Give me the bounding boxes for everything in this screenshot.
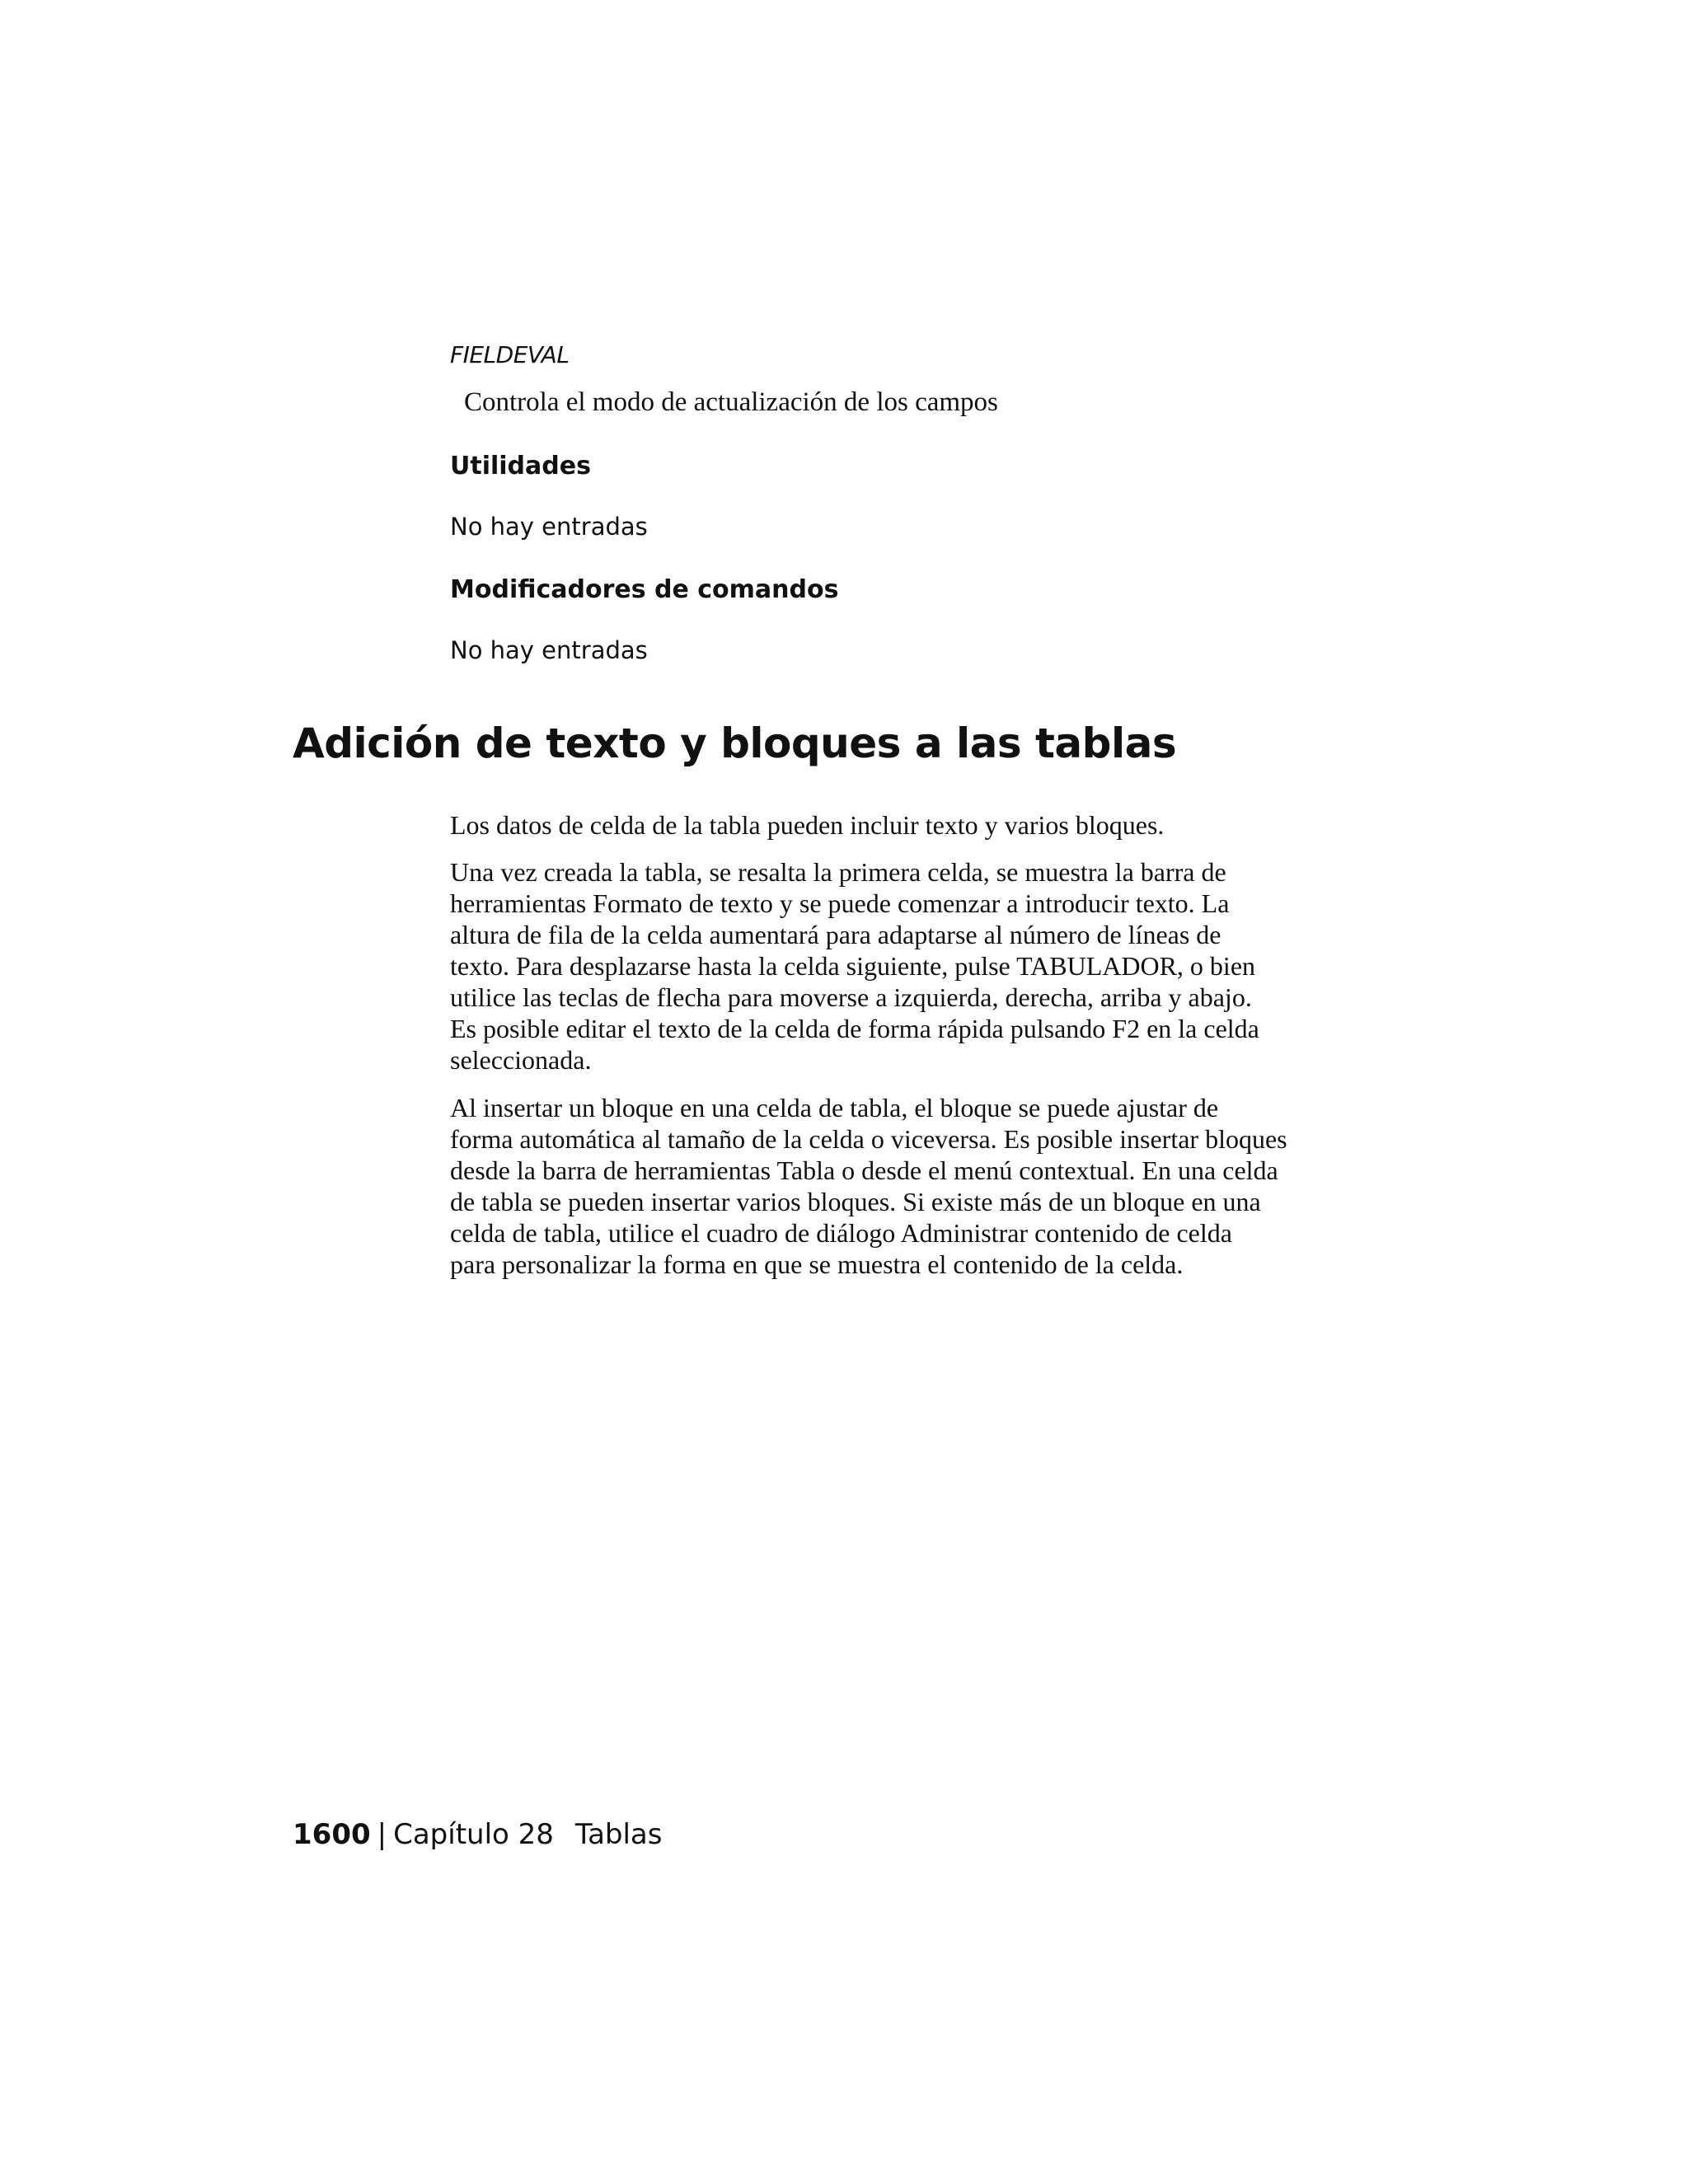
system-variable-description: Controla el modo de actualización de los campos — [464, 387, 998, 417]
paragraph-line: Al insertar un bloque en una celda de tabla, el bloque se puede ajustar de — [450, 1093, 1219, 1122]
paragraph-3 — [450, 1092, 1336, 1280]
system-variable-name: FIELDEVAL — [450, 341, 570, 368]
paragraph-line: texto. Para desplazarse hasta la celda siguiente, pulse TABULADOR, o bien — [450, 951, 1256, 981]
paragraph-line: seleccionada. — [450, 1045, 592, 1075]
command-modifiers-heading: Modificadores de comandos — [450, 575, 839, 604]
paragraph-line: desde la barra de herramientas Tabla o desde el menú contextual. En una celda — [450, 1155, 1278, 1185]
chapter-title: Tablas — [574, 1818, 663, 1851]
footer-separator: | — [377, 1818, 387, 1851]
paragraph-line: herramientas Formato de texto y se puede comenzar a introducir texto. La — [450, 888, 1230, 918]
paragraph-line: Es posible editar el texto de la celda de forma rápida pulsando F2 en la celda — [450, 1014, 1259, 1043]
paragraph-line: Los datos de celda de la tabla pueden incluir texto y varios bloques. — [450, 810, 1165, 840]
page-footer — [293, 1818, 662, 1851]
paragraph-line: utilice las teclas de flecha para moverse a izquierda, derecha, arriba y abajo. — [450, 982, 1252, 1012]
utilities-text: No hay entradas — [450, 513, 648, 541]
paragraph-line: Una vez creada la tabla, se resalta la primera celda, se muestra la barra de — [450, 857, 1226, 887]
paragraph-line: para personalizar la forma en que se muestra el contenido de la celda. — [450, 1249, 1184, 1279]
paragraph-line: forma automática al tamaño de la celda o viceversa. Es posible insertar bloques — [450, 1124, 1287, 1154]
section-title: Adición de texto y bloques a las tablas — [293, 719, 1177, 767]
paragraph-line: de tabla se pueden insertar varios bloques. Si existe más de un bloque en una — [450, 1187, 1261, 1216]
paragraph-line: celda de tabla, utilice el cuadro de diálogo Administrar contenido de celda — [450, 1218, 1232, 1248]
paragraph-2 — [450, 856, 1336, 1076]
command-modifiers-text: No hay entradas — [450, 636, 648, 664]
chapter-label: Capítulo 28 — [393, 1818, 554, 1851]
paragraph-line: altura de fila de la celda aumentará para adaptarse al número de líneas de — [450, 920, 1221, 949]
paragraph-1 — [450, 809, 1336, 841]
utilities-heading: Utilidades — [450, 452, 591, 480]
page-number: 1600 — [293, 1818, 371, 1851]
